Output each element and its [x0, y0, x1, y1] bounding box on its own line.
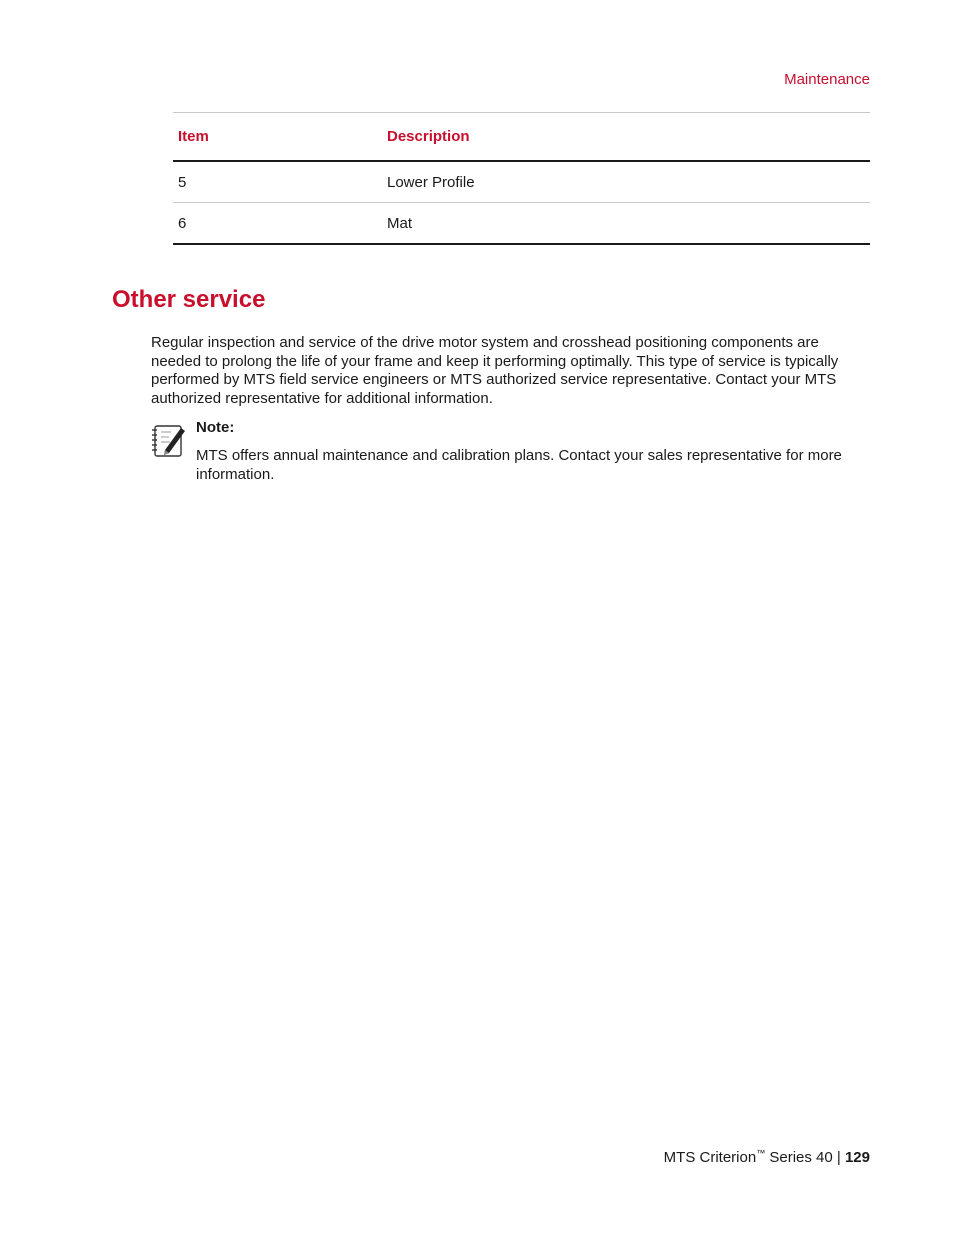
- page-number: 129: [844, 1149, 870, 1166]
- table-header-row: [173, 113, 870, 162]
- page-footer: [664, 1148, 870, 1166]
- note-text: MTS offers annual maintenance and calibration plans. Contact your sales representative for more information.: [196, 447, 842, 483]
- note-title: Note:: [196, 419, 235, 436]
- cell-description: Mat: [387, 214, 413, 232]
- body-paragraph: Regular inspection and service of the drive motor system and crosshead positioning components are needed to prolong the life of your frame and keep it performing optimally. This type of service is typically performed by MTS field service engineers or MTS authorized service representative. Contact your MTS authorized representative for additional information.: [151, 334, 839, 407]
- section-title: Other service: [112, 286, 266, 313]
- column-header-item: Item: [178, 128, 209, 145]
- footer-product: MTS Criterion: [663, 1149, 757, 1166]
- running-header: Maintenance: [784, 71, 870, 88]
- item-description-table: [173, 112, 870, 245]
- footer-series: Series 40: [765, 1149, 833, 1166]
- table-row: [173, 203, 870, 245]
- column-header-description: Description: [387, 128, 470, 145]
- cell-item: 5: [178, 173, 187, 191]
- footer-separator: |: [832, 1149, 845, 1166]
- table-row: [173, 162, 870, 203]
- footer-trademark: ™: [756, 1148, 766, 1158]
- cell-description: Lower Profile: [387, 173, 475, 191]
- cell-item: 6: [178, 214, 187, 232]
- note-pencil-icon: [151, 422, 187, 460]
